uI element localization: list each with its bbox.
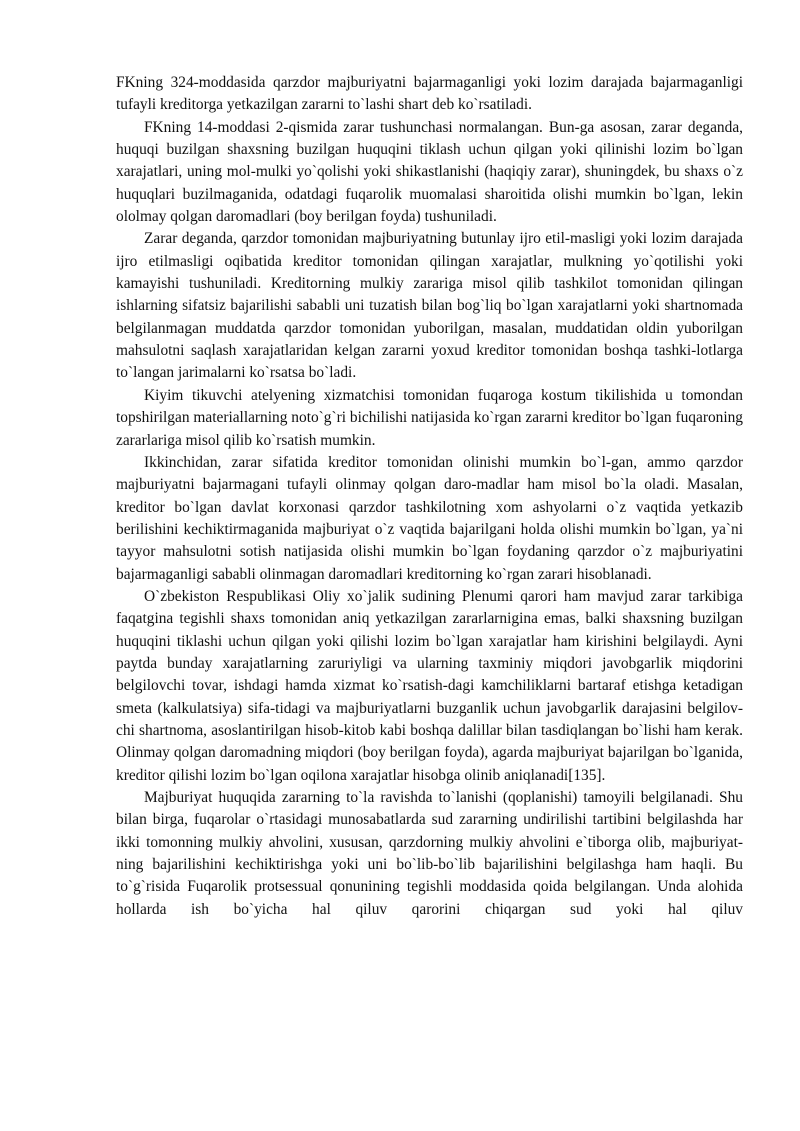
paragraph-atelier-example: Kiyim tikuvchi atelyening xizmatchisi tomonidan fuqaroga kostum tikilishida u tomondan topshirilgan materiallarning noto`g`ri bichilishi natijasida ko`rgan zararni kreditor bo`lgan fuqaroning zararlariga misol qilib ko`rsatish mumkin. — [116, 386, 743, 449]
paragraph-plenum-decision: O`zbekiston Respublikasi Oliy xo`jalik sudining Plenumi qarori ham mavjud zarar tarkibiga faqatgina tegishli shaxs tomonidan aniq yetkazilgan zararlarnigina emas, balki shaxsning buzilgan huquqini tiklashi uchun qilgan yoki qilishi lozim bo`lgan xarajatlar ham kirishini belgilaydi. Ayni paytda bunday xarajatlarning zaruriyligi va ularning taxminiy miqdori javobgarlik miqdorini belgilovchi tovar, ishdagi hamda xizmat ko`rsatish-dagi kamchiliklarni bartaraf etishga ketadigan smeta (kalkulatsiya) sifa-tidagi va majburiyatlarni buzganlik uchun javobgarlik darajasini belgilov-chi shartnoma, asoslantirilgan hisob-kitob kabi boshqa dalillar bilan tasdiqlangan bo`lishi ham kerak. Olinmay qolgan daromadning miqdori (boy berilgan foyda), agarda majburiyat bajarilgan bo`lganida, kreditor qilishi lozim bo`lgan oqilona xarajatlar hisobga olinib aniqlanadi[135]. — [116, 587, 743, 784]
paragraph-article-324: FKning 324-moddasida qarzdor majburiyatni bajarmaganligi yoki lozim darajada bajarmaganligi tufayli kreditorga yetkazilgan zararni to`lashi shart deb ko`rsatiladi. — [116, 74, 743, 114]
paragraph-damage-definition: FKning 14-moddasi 2-qismida zarar tushunchasi normalangan. Bun-ga asosan, zarar deganda, huquqi buzilgan shaxsning buzilgan huquqini tiklash uchun qilgan yoki qilinishi lozim bo`lgan xarajatlari, uning mol-mulki yo`qolishi yoki shikastlanishi (haqiqiy zarar), shuningdek, bu shaxs o`z huquqlari buzilmaganida, odatdagi fuqarolik muomalasi sharoitida olishi mumkin bo`lgan, lekin ololmay qolgan daromadlari (boy berilgan foyda) tushuniladi. — [116, 118, 743, 226]
paragraph-full-compensation: Majburiyat huquqida zararning to`la ravishda to`lanishi (qoplanishi) tamoyili belgilanadi. Shu bilan birga, fuqarolar o`rtasidagi munosabatlarda sud zararning undirilishi tartibini belgilashda har ikki tomonning mulkiy ahvolini, xususan, qarzdorning mulkiy ahvolini e`tiborga olib, majburiyat-ning bajarilishini kechiktirishga yoki uni bo`lib-bo`lib bajarilishini belgilashga ham haqli. Bu to`g`risida Fuqarolik protsessual qonunining tegishli moddasida qoida belgilangan. Unda alohida hollarda ish bo`yicha hal qiluv qarorini chiqargan sud yoki hal qiluv — [116, 789, 743, 918]
paragraph-creditor-losses: Zarar deganda, qarzdor tomonidan majburiyatning butunlay ijro etil-masligi yoki lozim darajada ijro etilmasligi oqibatida kreditor tomonidan qilingan xarajatlar, mulkning yo`qotilishi yoki kamayishi tushuniladi. Kreditorning mulkiy zarariga misol qilib tashkilot tomonidan qilingan ishlarning sifatsiz bajarilishi sababli uni tuzatish bilan bog`liq bo`lgan xarajatlarni yoki shartnomada belgilanmagan muddatda qarzdor tomonidan yuborilgan, masalan, muddatidan oldin yuborilgan mahsulotni saqlash xarajatlaridan kelgan zararni yoxud kreditor tomonidan boshqa tashki-lotlarga to`langan jarimalarni ko`rsatsa bo`ladi. — [116, 230, 743, 382]
document-page — [116, 72, 743, 921]
paragraph-lost-income: Ikkinchidan, zarar sifatida kreditor tomonidan olinishi mumkin bo`l-gan, ammo qarzdor majburiyatni bajarmagani tufayli olinmay qolgan daro-madlar ham misol bo`la oladi. Masalan, kreditor bo`lgan davlat korxonasi qarzdor tashkilotning xom ashyolarni o`z vaqtida yetkazib berilishini kechiktirmaganida majburiyat o`z vaqtida bajarilgani holda olishi mumkin bo`lgan, ya`ni tayyor mahsulotni sotish natijasida olishi mumkin bo`lgan foydaning qarzdor o`z majburiyatini bajarmaganligi sababli olinmagan daromadlari kreditorning ko`rgan zarari hisoblanadi. — [116, 453, 743, 583]
